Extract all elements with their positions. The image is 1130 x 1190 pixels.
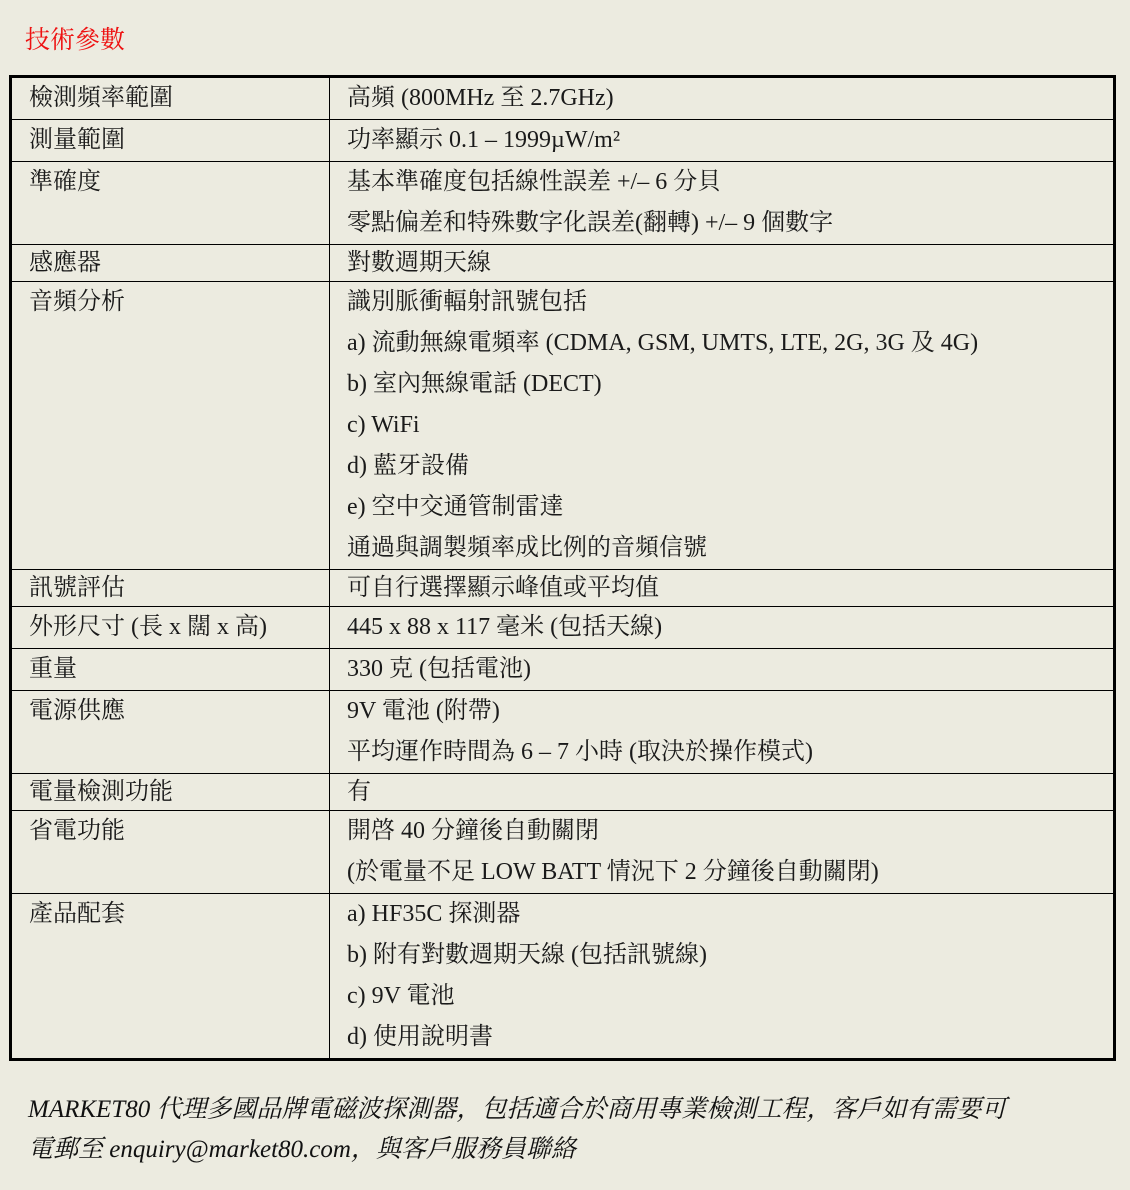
spec-value: (於電量不足 LOW BATT 情況下 2 分鐘後自動關閉): [347, 859, 879, 885]
spec-value-cell: [330, 691, 1115, 774]
section-title: 技術參數: [25, 25, 126, 54]
spec-value: b) 室內無線電話 (DECT): [347, 371, 602, 397]
spec-value-cell: [330, 77, 1115, 120]
spec-value-cell: [330, 607, 1115, 649]
spec-label-cell: [11, 607, 330, 649]
spec-row: [11, 245, 1115, 282]
spec-row: [11, 811, 1115, 894]
spec-value: 有: [347, 779, 371, 805]
spec-row: [11, 691, 1115, 774]
spec-label-cell: [11, 649, 330, 691]
spec-value: c) WiFi: [347, 412, 420, 438]
spec-value: a) 流動無線電頻率 (CDMA, GSM, UMTS, LTE, 2G, 3G 及 4G): [347, 330, 979, 356]
spec-value: 通過與調製頻率成比例的音頻信號: [347, 535, 707, 561]
spec-value: d) 使用說明書: [347, 1024, 493, 1050]
spec-value-cell: [330, 894, 1115, 1060]
spec-value: d) 藍牙設備: [347, 453, 469, 479]
spec-table: [9, 75, 1116, 1061]
spec-value-cell: [330, 649, 1115, 691]
spec-label: 音頻分析: [29, 289, 125, 315]
spec-label: 訊號評估: [29, 575, 125, 601]
contact-note-line-1: MARKET80 代理多國品牌電磁波探測器，包括適合於商用專業檢測工程，客戶如有需要可: [28, 1096, 1007, 1123]
spec-value: 開啓 40 分鐘後自動關閉: [347, 818, 599, 844]
contact-note-line-2: 電郵至 enquiry@market80.com，與客戶服務員聯絡: [28, 1136, 576, 1163]
spec-value-cell: [330, 774, 1115, 811]
spec-value: 功率顯示 0.1 – 1999µW/m²: [347, 127, 621, 153]
spec-label-cell: [11, 282, 330, 570]
spec-value-cell: [330, 162, 1115, 245]
spec-label-cell: [11, 120, 330, 162]
spec-label: 測量範圍: [29, 127, 125, 153]
spec-label: 檢測頻率範圍: [29, 85, 173, 111]
spec-label: 產品配套: [29, 901, 125, 927]
spec-value-cell: [330, 570, 1115, 607]
spec-label-cell: [11, 774, 330, 811]
spec-value: 零點偏差和特殊數字化誤差(翻轉) +/– 9 個數字: [347, 210, 834, 236]
spec-row: [11, 162, 1115, 245]
spec-value: 可自行選擇顯示峰值或平均值: [347, 575, 659, 601]
spec-label: 電源供應: [29, 698, 125, 724]
spec-value: 識別脈衝輻射訊號包括: [347, 289, 587, 315]
spec-label-cell: [11, 894, 330, 1060]
spec-value: b) 附有對數週期天線 (包括訊號線): [347, 942, 707, 968]
spec-value: c) 9V 電池: [347, 983, 455, 1009]
spec-row: [11, 570, 1115, 607]
spec-value-cell: [330, 120, 1115, 162]
spec-row: [11, 649, 1115, 691]
spec-value: 對數週期天線: [347, 250, 491, 276]
spec-label: 電量檢測功能: [29, 779, 173, 805]
spec-label-cell: [11, 77, 330, 120]
spec-row: [11, 774, 1115, 811]
spec-value: 高頻 (800MHz 至 2.7GHz): [347, 85, 614, 111]
spec-label: 外形尺寸 (長 x 闊 x 高): [29, 614, 267, 640]
contact-note: [28, 1090, 1006, 1170]
spec-value: a) HF35C 探測器: [347, 901, 521, 927]
spec-value-cell: [330, 245, 1115, 282]
spec-label: 重量: [29, 656, 77, 682]
spec-row: [11, 894, 1115, 1060]
spec-value: e) 空中交通管制雷達: [347, 494, 564, 520]
spec-label-cell: [11, 691, 330, 774]
spec-value: 基本準確度包括線性誤差 +/– 6 分貝: [347, 169, 722, 195]
spec-row: [11, 120, 1115, 162]
spec-label-cell: [11, 570, 330, 607]
spec-row: [11, 77, 1115, 120]
spec-value: 330 克 (包括電池): [347, 656, 531, 682]
spec-label: 感應器: [29, 250, 101, 276]
spec-value: 9V 電池 (附帶): [347, 698, 500, 724]
spec-label-cell: [11, 245, 330, 282]
spec-table-body: [11, 77, 1115, 1060]
spec-value-cell: [330, 282, 1115, 570]
spec-label: 省電功能: [29, 818, 125, 844]
spec-label-cell: [11, 162, 330, 245]
spec-row: [11, 282, 1115, 570]
spec-label-cell: [11, 811, 330, 894]
spec-value: 445 x 88 x 117 毫米 (包括天線): [347, 614, 663, 640]
spec-label: 準確度: [29, 169, 101, 195]
spec-row: [11, 607, 1115, 649]
spec-value-cell: [330, 811, 1115, 894]
spec-value: 平均運作時間為 6 – 7 小時 (取決於操作模式): [347, 739, 813, 765]
